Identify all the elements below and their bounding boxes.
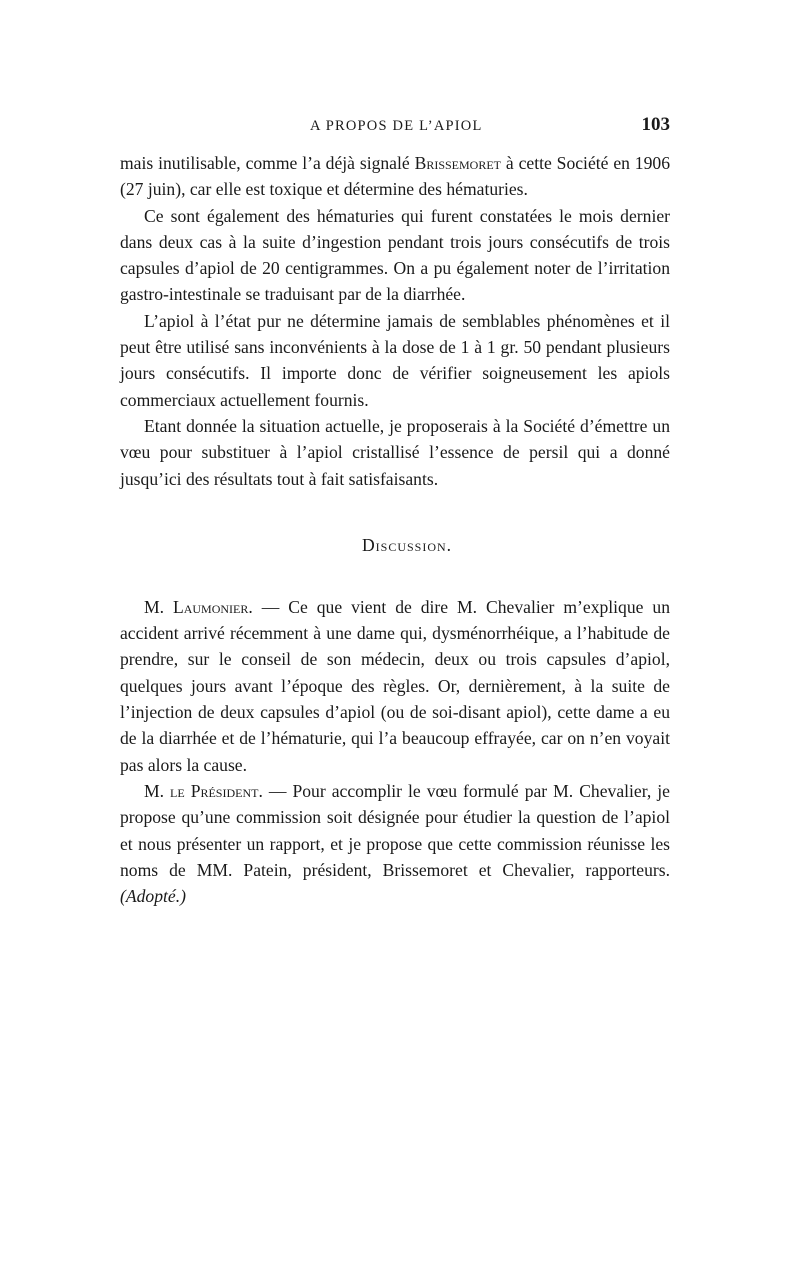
paragraph-2: Ce sont également des hématuries qui furent constatées le mois dernier dans deux cas à la suite d’ingestion pendant trois jours consécutifs de trois capsules d’apiol de 20 centigrammes. On a pu également noter de l’irritation gastro-intestinale se traduisant par de la diarrhée. [120,205,670,305]
paragraph-3: L’apiol à l’état pur ne détermine jamais de semblables phénomènes et il peut être utilisé sans inconvénients à la dose de 1 à 1 gr. 50 pendant plusieurs jours consécutifs. Il importe donc de vérifier soigneusement les apiols commerciaux actuellement fournis. [120,310,670,410]
running-title: A PROPOS DE L’APIOL [310,118,483,134]
discussion-paragraph-2 [120,778,670,909]
paragraph-1-end: à cette Société en 1906 (27 juin), car elle est toxique et détermine des hématuries. [120,153,670,200]
adopted-note: (Adopté.) [120,886,186,907]
page-number: 103 [641,114,670,135]
paragraph-1 [120,150,670,203]
speech-laumonier: — Ce que vient de dire M. Chevalier m’explique un accident arrivé récemment à une dame qui, dysménorrhéique, a l’habitude de prendre, sur le conseil de son médecin, deux ou trois capsules d’apiol, quelques jours avant l’époque des règles. Or, dernièrement, à la suite de l’injection de deux capsules d’apiol (ou de soi-disant apiol), cette dame a eu de la diarrhée et de l’hématurie, qui l’a beaucoup effrayée, car on n’en voyait pas alors la cause. [120,596,670,775]
body-text [120,150,670,909]
speaker-laumonier: M. Laumonier. [144,596,253,617]
author-name: Brissemoret [414,153,501,173]
paragraph-4: Etant donnée la situation actuelle, je proposerais à la Société d’émettre un vœu pour substituer à l’apiol cristallisé l’essence de persil qui a donné jusqu’ici des résultats tout à fait satisfaisants. [120,415,670,489]
discussion-heading: Discussion. [361,534,453,555]
speech-president: — Pour accomplir le vœu formulé par M. Chevalier, je propose qu’une commission soit désignée pour étudier la question de l’apiol et nous présenter un rapport, et je propose que cette commission réunisse les noms de MM. Patein, président, Brissemoret et Chevalier, rapporteurs. [120,780,670,880]
paragraph-1-start: mais inutilisable, comme l’a déjà signalé [120,153,410,173]
discussion-paragraph-1 [120,594,670,778]
speaker-president: M. le Président. [144,780,263,801]
page-header [120,114,680,140]
